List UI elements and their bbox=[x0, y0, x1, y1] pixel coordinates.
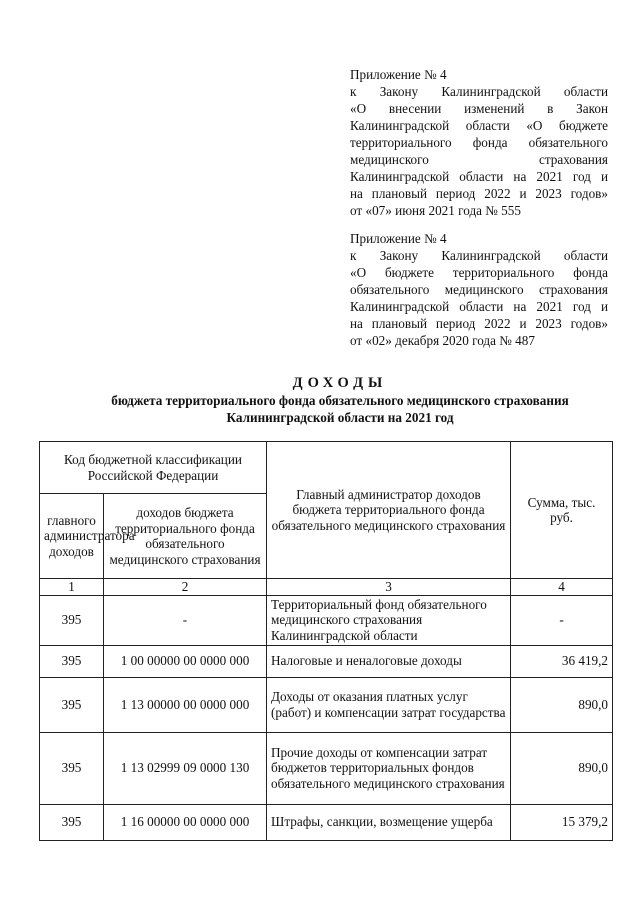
table-row bbox=[40, 732, 613, 804]
table-row bbox=[40, 804, 613, 840]
appendix-line: обязательного медицинского страхования bbox=[350, 282, 608, 297]
amount-cell: - bbox=[511, 595, 613, 645]
admin-code-cell: 395 bbox=[40, 645, 104, 677]
income-code-cell: 1 00 00000 00 0000 000 bbox=[104, 645, 267, 677]
heading-title: ДОХОДЫ bbox=[292, 375, 388, 391]
appendix-current-law bbox=[350, 66, 608, 219]
header-amount: Сумма, тыс. руб. bbox=[511, 442, 613, 579]
amount-cell: 890,0 bbox=[511, 732, 613, 804]
column-number-row bbox=[40, 579, 613, 596]
appendix-title: Приложение № 4 bbox=[350, 231, 447, 246]
column-number: 1 bbox=[40, 579, 104, 596]
header-admin-code: главного администратора доходов bbox=[40, 494, 104, 579]
appendix-title: Приложение № 4 bbox=[350, 67, 447, 82]
appendix-line: территориального фонда обязательного bbox=[350, 135, 608, 150]
appendix-line: Калининградской области на 2021 год и bbox=[350, 169, 608, 184]
appendix-line: «О внесении изменений в Закон bbox=[350, 101, 608, 116]
name-cell: Прочие доходы от компенсации затрат бюджетов территориальных фондов обязательного медицинского страхования bbox=[267, 732, 511, 804]
appendix-line: от «07» июня 2021 года № 555 bbox=[350, 203, 521, 218]
column-number: 2 bbox=[104, 579, 267, 596]
appendix-original-law bbox=[350, 230, 608, 349]
income-table bbox=[39, 441, 613, 841]
header-code-group: Код бюджетной классификации Российской Федерации bbox=[40, 442, 267, 494]
appendix-line: Калининградской области «О бюджете bbox=[350, 118, 608, 133]
table-row bbox=[40, 595, 613, 645]
header-income-code: доходов бюджета территориального фонда обязательного медицинского страхования bbox=[104, 494, 267, 579]
appendix-line: медицинского страхования bbox=[350, 152, 608, 167]
table-row bbox=[40, 677, 613, 732]
admin-code-cell: 395 bbox=[40, 732, 104, 804]
header-administrator: Главный администратор доходов бюджета территориального фонда обязательного медицинского страхования bbox=[267, 442, 511, 579]
table-row bbox=[40, 645, 613, 677]
income-code-cell: 1 13 00000 00 0000 000 bbox=[104, 677, 267, 732]
admin-code-cell: 395 bbox=[40, 595, 104, 645]
document-heading bbox=[60, 374, 620, 426]
appendix-line: «О бюджете территориального фонда bbox=[350, 265, 608, 280]
admin-code-cell: 395 bbox=[40, 804, 104, 840]
heading-subtitle-line2: Калининградской области на 2021 год bbox=[226, 410, 454, 425]
appendix-line: к Закону Калининградской области bbox=[350, 84, 608, 99]
appendix-line: к Закону Калининградской области bbox=[350, 248, 608, 263]
heading-subtitle-line1: бюджета территориального фонда обязательного медицинского страхования bbox=[111, 393, 569, 408]
column-number: 4 bbox=[511, 579, 613, 596]
appendix-line: Калининградской области на 2021 год и bbox=[350, 299, 608, 314]
income-code-cell: 1 13 02999 09 0000 130 bbox=[104, 732, 267, 804]
column-number: 3 bbox=[267, 579, 511, 596]
amount-cell: 36 419,2 bbox=[511, 645, 613, 677]
appendix-line: на плановый период 2022 и 2023 годов» bbox=[350, 316, 608, 331]
name-cell: Штрафы, санкции, возмещение ущерба bbox=[267, 804, 511, 840]
name-cell: Доходы от оказания платных услуг (работ) и компенсации затрат государства bbox=[267, 677, 511, 732]
name-cell: Территориальный фонд обязательного медицинского страхования Калининградской области bbox=[267, 595, 511, 645]
name-cell: Налоговые и неналоговые доходы bbox=[267, 645, 511, 677]
income-code-cell: 1 16 00000 00 0000 000 bbox=[104, 804, 267, 840]
admin-code-cell: 395 bbox=[40, 677, 104, 732]
appendix-line: от «02» декабря 2020 года № 487 bbox=[350, 333, 535, 348]
amount-cell: 15 379,2 bbox=[511, 804, 613, 840]
income-code-cell: - bbox=[104, 595, 267, 645]
amount-cell: 890,0 bbox=[511, 677, 613, 732]
appendix-line: на плановый период 2022 и 2023 годов» bbox=[350, 186, 608, 201]
